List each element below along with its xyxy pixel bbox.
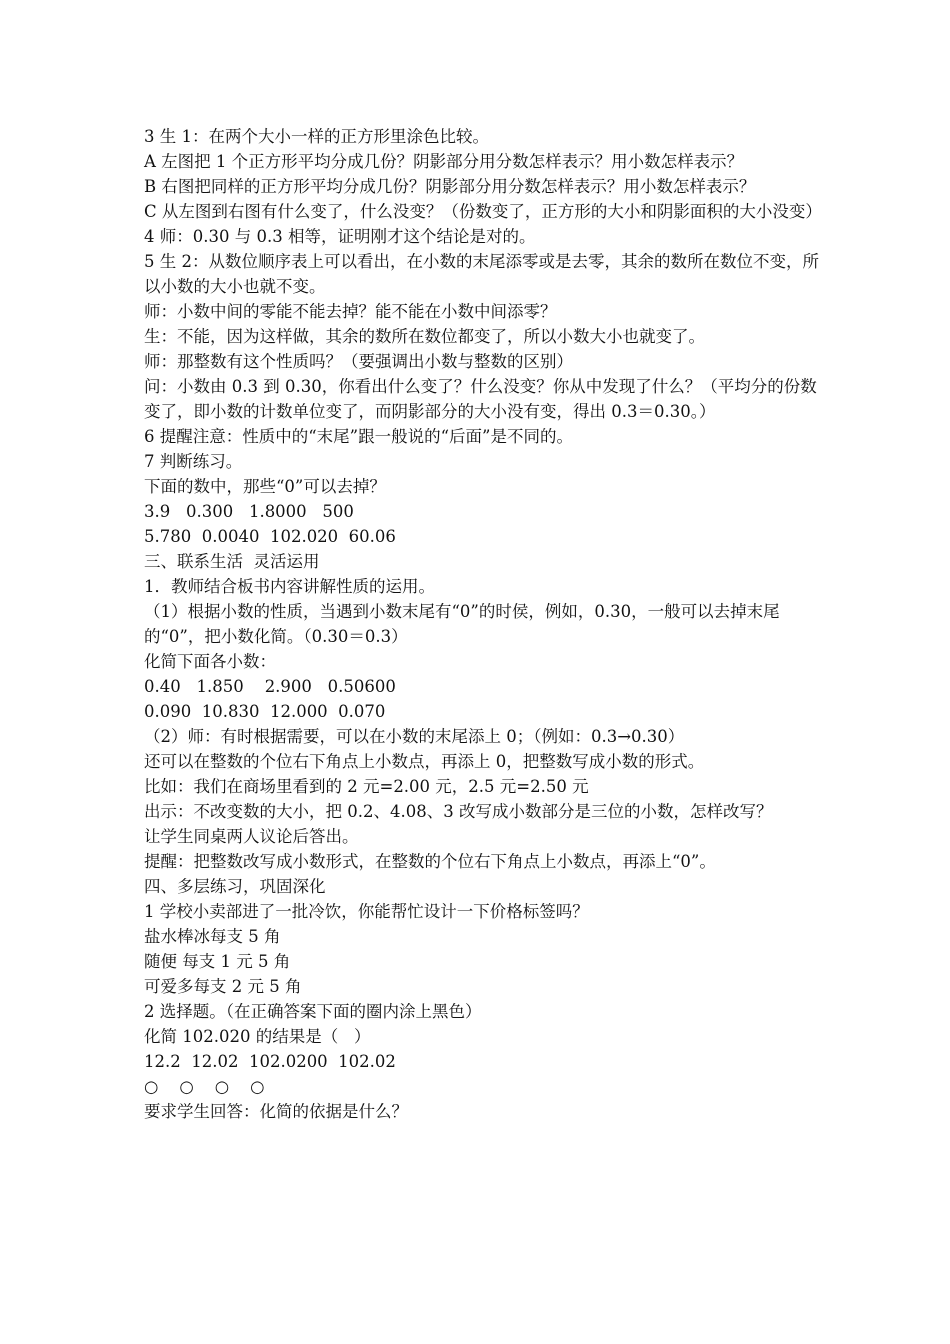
text-line: 化简 102.020 的结果是（ ）	[144, 1027, 371, 1046]
text-line: 让学生同桌两人议论后答出。	[144, 827, 359, 846]
text-line: 1．教师结合板书内容讲解性质的运用。	[144, 577, 435, 596]
text-line: （1）根据小数的性质，当遇到小数末尾有“0”的时侯，例如，0.30，一般可以去掉末尾的“0”，把小数化简。（0.30＝0.3）	[144, 602, 780, 646]
text-line: 师：那整数有这个性质吗？（要强调出小数与整数的区别）	[144, 352, 573, 371]
text-line: 0.090 10.830 12.000 0.070	[144, 702, 386, 721]
text-line: C 从左图到右图有什么变了，什么没变？（份数变了，正方形的大小和阴影面积的大小没变）	[144, 202, 822, 221]
text-line: B 右图把同样的正方形平均分成几份？阴影部分用分数怎样表示？用小数怎样表示？	[144, 177, 756, 196]
text-line: 出示：不改变数的大小，把 0.2、4.08、3 改写成小数部分是三位的小数，怎样改写？	[144, 802, 773, 821]
text-line: 1 学校小卖部进了一批冷饮，你能帮忙设计一下价格标签吗？	[144, 902, 589, 921]
text-line: 生：不能，因为这样做，其余的数所在数位都变了，所以小数大小也就变了。	[144, 327, 705, 346]
text-line: 随便 每支 1 元 5 角	[144, 952, 291, 971]
text-line: 要求学生回答：化简的依据是什么？	[144, 1102, 408, 1121]
text-line: 5.780 0.0040 102.020 60.06	[144, 527, 396, 546]
text-line: 2 选择题。（在正确答案下面的圈内涂上黑色）	[144, 1002, 482, 1021]
section-heading: 四、多层练习，巩固深化	[144, 877, 326, 896]
text-line: 比如：我们在商场里看到的 2 元=2.00 元，2.5 元=2.50 元	[144, 777, 589, 796]
text-line: 3.9 0.300 1.8000 500	[144, 502, 354, 521]
document-body	[144, 124, 824, 1124]
text-line: 7 判断练习。	[144, 452, 243, 471]
text-line: 0.40 1.850 2.900 0.50600	[144, 677, 396, 696]
text-line: 盐水棒冰每支 5 角	[144, 927, 281, 946]
text-line: 下面的数中，那些“0”可以去掉？	[144, 477, 386, 496]
text-line: 3 生 1：在两个大小一样的正方形里涂色比较。	[144, 127, 489, 146]
text-line: （2）师：有时根据需要，可以在小数的末尾添上 0；（例如：0.3→0.30）	[144, 727, 685, 746]
text-line: 问：小数由 0.3 到 0.30，你看出什么变了？什么没变？你从中发现了什么？（平均分的份数变了，即小数的计数单位变了，而阴影部分的大小没有变，得出 0.3＝0.30。）	[144, 377, 817, 421]
text-line: 提醒：把整数改写成小数形式，在整数的个位右下角点上小数点，再添上“0”。	[144, 852, 716, 871]
answer-circles: ○ ○ ○ ○	[144, 1077, 265, 1096]
text-line: A 左图把 1 个正方形平均分成几份？阴影部分用分数怎样表示？用小数怎样表示？	[144, 152, 744, 171]
text-line: 4 师：0.30 与 0.3 相等，证明刚才这个结论是对的。	[144, 227, 536, 246]
text-line: 6 提醒注意：性质中的“末尾”跟一般说的“后面”是不同的。	[144, 427, 573, 446]
text-line: 师：小数中间的零能不能去掉？能不能在小数中间添零？	[144, 302, 557, 321]
text-line: 还可以在整数的个位右下角点上小数点，再添上 0，把整数写成小数的形式。	[144, 752, 705, 771]
text-line: 可爱多每支 2 元 5 角	[144, 977, 302, 996]
text-line: 5 生 2：从数位顺序表上可以看出，在小数的末尾添零或是去零，其余的数所在数位不变，所以小数的大小也就不变。	[144, 252, 819, 296]
section-heading: 三、联系生活 灵活运用	[144, 552, 320, 571]
text-line: 12.2 12.02 102.0200 102.02	[144, 1052, 396, 1071]
text-line: 化简下面各小数：	[144, 652, 276, 671]
